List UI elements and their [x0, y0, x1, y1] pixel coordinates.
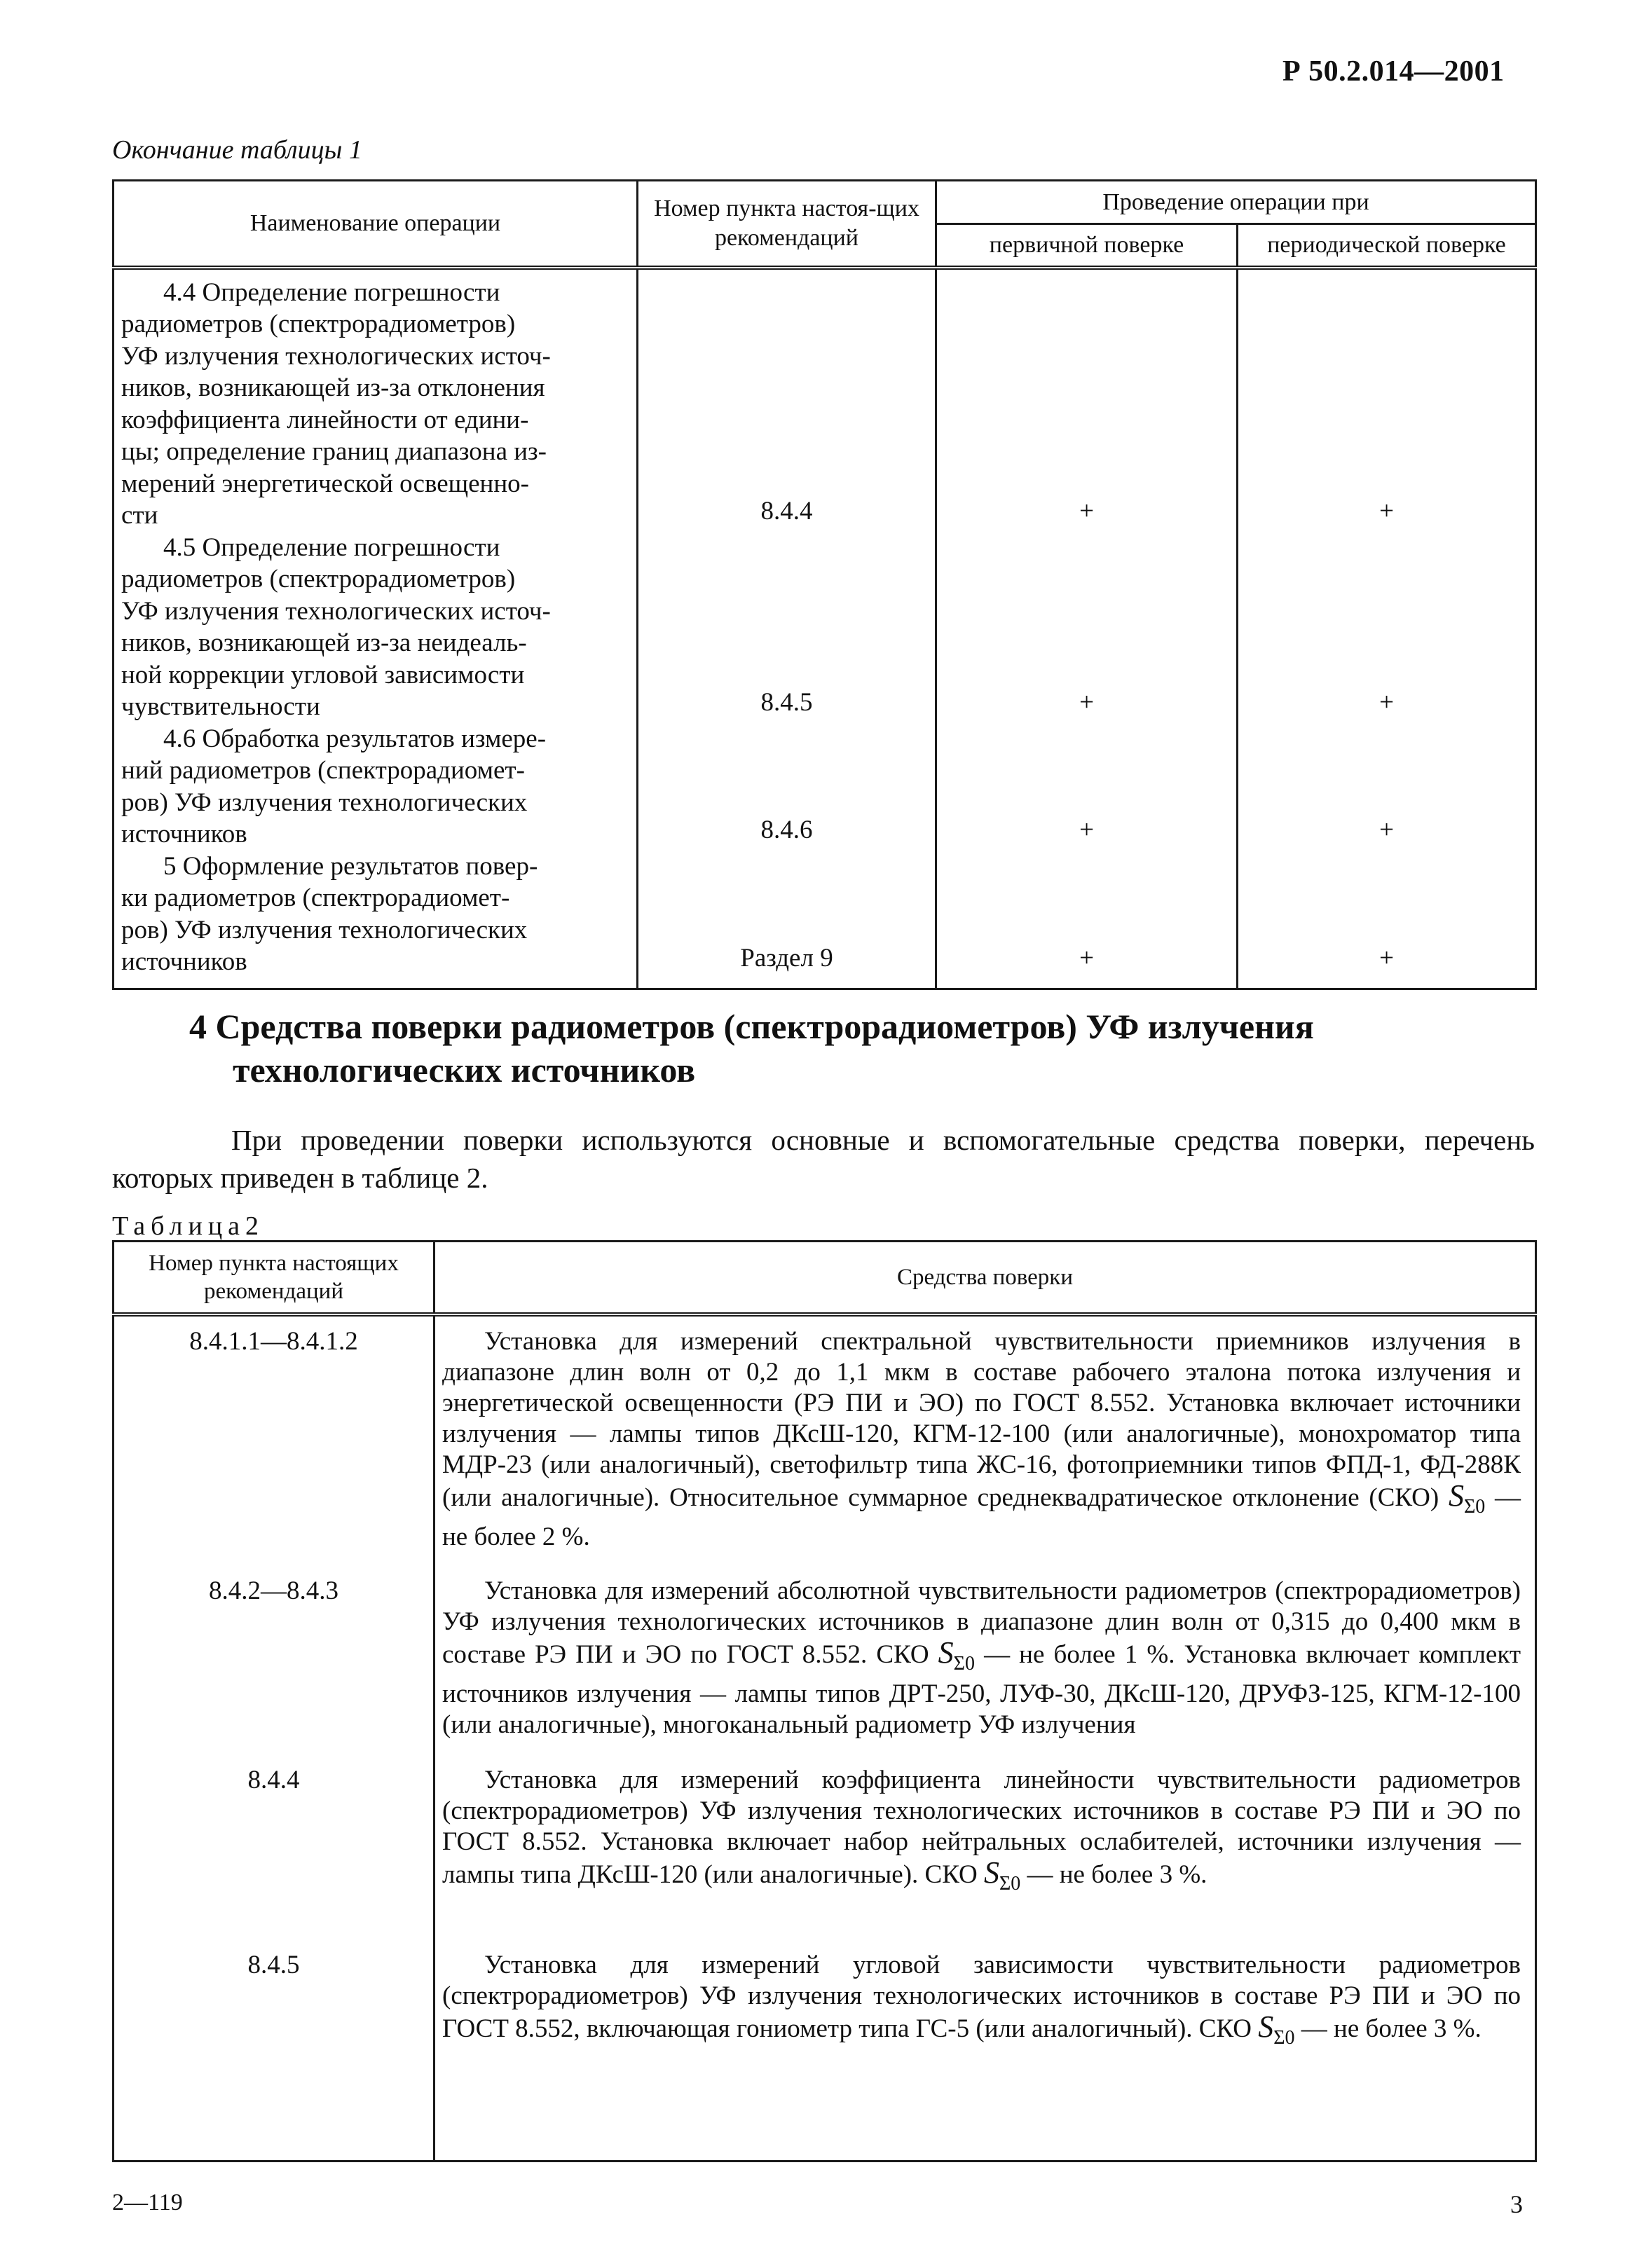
table1-operation-line: УФ излучения технологических источ- [121, 341, 551, 371]
table1-header-clause: Номер пункта настоя-щих рекомендаций [638, 181, 936, 268]
section-4-intro: При проведении поверки используются основные и вспомогательные средства поверки, перечень которых приведен в таблице 2. [112, 1124, 1535, 1194]
table1-operation-line: источников [121, 947, 247, 976]
sko-symbol: $S_{\Sigma 0}$ [1258, 2009, 1295, 2049]
table1-periodic-mark: + [1379, 687, 1394, 717]
table2-item-text: — не более 3 %. [1027, 1860, 1207, 1889]
table1-clause: 8.4.5 [760, 687, 813, 717]
document-code: Р 50.2.014—2001 [1282, 55, 1505, 88]
table2-item-text: Установка для измерений спектральной чувствительности приемников излучения в диапазоне длин волн от 0,2 до 1,1 мкм в составе рабочего эталона потока излучения и энергетической освещенности (РЭ ПИ и ЭО) по ГОСТ 8.552. Установка включает источники излучения — лампы типов ДКсШ-120, КГМ-12-100 (или аналогичные), монохроматор типа МДР-23 (или аналогичный), светофильтр типа ЖС-16, фотоприемники типов ФПД-1, ФД-288К (или аналогичные). Относительное суммарное среднеквадратическое отклонение (СКО) [442, 1326, 1521, 1512]
table1-clause: 8.4.6 [760, 815, 813, 844]
table1-caption: Окончание таблицы 1 [112, 135, 362, 165]
table1-operation-line: ников, возникающей из-за неидеаль- [121, 628, 527, 657]
table1-operation-line: чувствительности [121, 692, 320, 721]
table2-clause-cell [114, 1314, 435, 2162]
section-4-title-line2: технологических источников [233, 1050, 696, 1090]
footer-sheet-code: 2—119 [112, 2190, 183, 2215]
table2-item-text: Установка для измерений коэффициента линейности чувствительности радиометров (спектрорадиометров) УФ излучения технологических источников в составе РЭ ПИ и ЭО по ГОСТ 8.552. Установка включает набор нейтральных ослабителей, источники излучения — лампы типа ДКсШ-120 (или аналогичные). СКО [442, 1765, 1521, 1889]
table1-clause: 8.4.4 [760, 496, 813, 525]
table2-header-means: Средства поверки [435, 1242, 1536, 1314]
table1-clause: Раздел 9 [740, 943, 833, 973]
table1-operation-line: ников, возникающей из-за отклонения [121, 373, 545, 402]
table2-clause: 8.4.5 [247, 1950, 300, 1979]
table1-operation-line: коэффициента линейности от едини- [121, 405, 529, 434]
table1 [112, 179, 1537, 990]
table2-caption: Таблица2 [112, 1211, 265, 1241]
table1-operation [121, 851, 624, 978]
table1-operation-line: 4.6 Обработка результатов измере- [163, 724, 547, 753]
table1-primary-mark: + [1079, 815, 1094, 844]
table1-primary-cell [936, 268, 1238, 989]
table1-operation-line: мерений энергетической освещенно- [121, 469, 529, 498]
section-4-title-line1: 4 Средства поверки радиометров (спектрорадиометров) УФ излучения [189, 1007, 1314, 1046]
table1-primary-mark: + [1079, 496, 1094, 525]
table2-header-clause: Номер пункта настоящих рекомендаций [114, 1242, 435, 1314]
table1-header-performed: Проведение операции при [936, 181, 1536, 224]
table1-operation-line: ний радиометров (спектрорадиомет- [121, 756, 525, 785]
table1-operation-line: ной коррекции угловой зависимости [121, 660, 525, 689]
page-number: 3 [1510, 2190, 1523, 2218]
table1-header-primary: первичной поверке [936, 224, 1238, 268]
table1-operation-line: радиометров (спектрорадиометров) [121, 565, 516, 593]
table1-operation-line: ки радиометров (спектрорадиомет- [121, 884, 510, 912]
table1-periodic-mark: + [1379, 943, 1394, 973]
table1-operation [121, 277, 624, 532]
table2-clause: 8.4.4 [247, 1765, 300, 1794]
table2-item-text: Установка для измерений абсолютной чувствительности радиометров (спектрорадиометров) УФ излучения технологических источников в диапазоне длин волн от 0,315 до 0,400 мкм в составе РЭ ПИ и ЭО по ГОСТ 8.552. СКО [442, 1576, 1521, 1669]
table1-header-periodic: периодической поверке [1238, 224, 1536, 268]
table1-operation-line: ров) УФ излучения технологических [121, 788, 528, 817]
table2-item-text: — не более 3 %. [1301, 2014, 1482, 2043]
table1-operation [121, 723, 624, 851]
table2-item [435, 1765, 1535, 1950]
table2-item [435, 1326, 1535, 1576]
table1-primary-mark: + [1079, 943, 1094, 973]
table2 [112, 1240, 1537, 2162]
table2-clause: 8.4.2—8.4.3 [209, 1576, 338, 1605]
sko-symbol: $S_{\Sigma 0}$ [1448, 1478, 1486, 1518]
table1-operation-line: 4.5 Определение погрешности [163, 532, 500, 562]
table1-operation-line: цы; определение границ диапазона из- [121, 437, 547, 466]
table1-operations-cell [114, 268, 638, 989]
table1-operation-line: сти [121, 501, 158, 530]
table1-operation [121, 532, 624, 723]
table2-clause: 8.4.1.1—8.4.1.2 [189, 1326, 358, 1356]
table2-item-text: — не более 1 %. Установка включает комплект источников излучения — лампы типов ДРТ-250, ЛУФ-30, ДКсШ-120, ДРУФЗ-125, КГМ-12-100 (или аналогичные), многоканальный радиометр УФ излучения [442, 1640, 1521, 1740]
table1-operation-line: 5 Оформление результатов повер- [163, 851, 538, 881]
table1-periodic-mark: + [1379, 815, 1394, 844]
table2-item [435, 1576, 1535, 1765]
table1-periodic-mark: + [1379, 496, 1394, 525]
table1-primary-mark: + [1079, 687, 1094, 717]
table1-operation-line: ров) УФ излучения технологических [121, 915, 528, 944]
table1-operation-line: УФ излучения технологических источ- [121, 596, 551, 626]
table1-header-operation: Наименование операции [114, 181, 638, 268]
table1-operation-line: радиометров (спектрорадиометров) [121, 310, 516, 338]
table1-operation-line: 4.4 Определение погрешности [163, 277, 500, 307]
table2-means-cell [435, 1314, 1536, 2162]
table1-operation-line: источников [121, 820, 247, 848]
sko-symbol: $S_{\Sigma 0}$ [983, 1855, 1021, 1895]
table1-periodic-cell [1238, 268, 1536, 989]
table2-item-text: Установка для измерений угловой зависимости чувствительности радиометров (спектрорадиометров) УФ излучения технологических источников в составе РЭ ПИ и ЭО по ГОСТ 8.552, включающая гониометр типа ГС-5 (или аналогичный). СКО [442, 1950, 1521, 2043]
sko-symbol: $S_{\Sigma 0}$ [938, 1635, 975, 1675]
table1-clause-cell [638, 268, 936, 989]
section-4-heading [189, 1005, 1521, 1092]
table2-item-text: — не более 2 %. [442, 1483, 1521, 1552]
table2-item [435, 1950, 1535, 2054]
